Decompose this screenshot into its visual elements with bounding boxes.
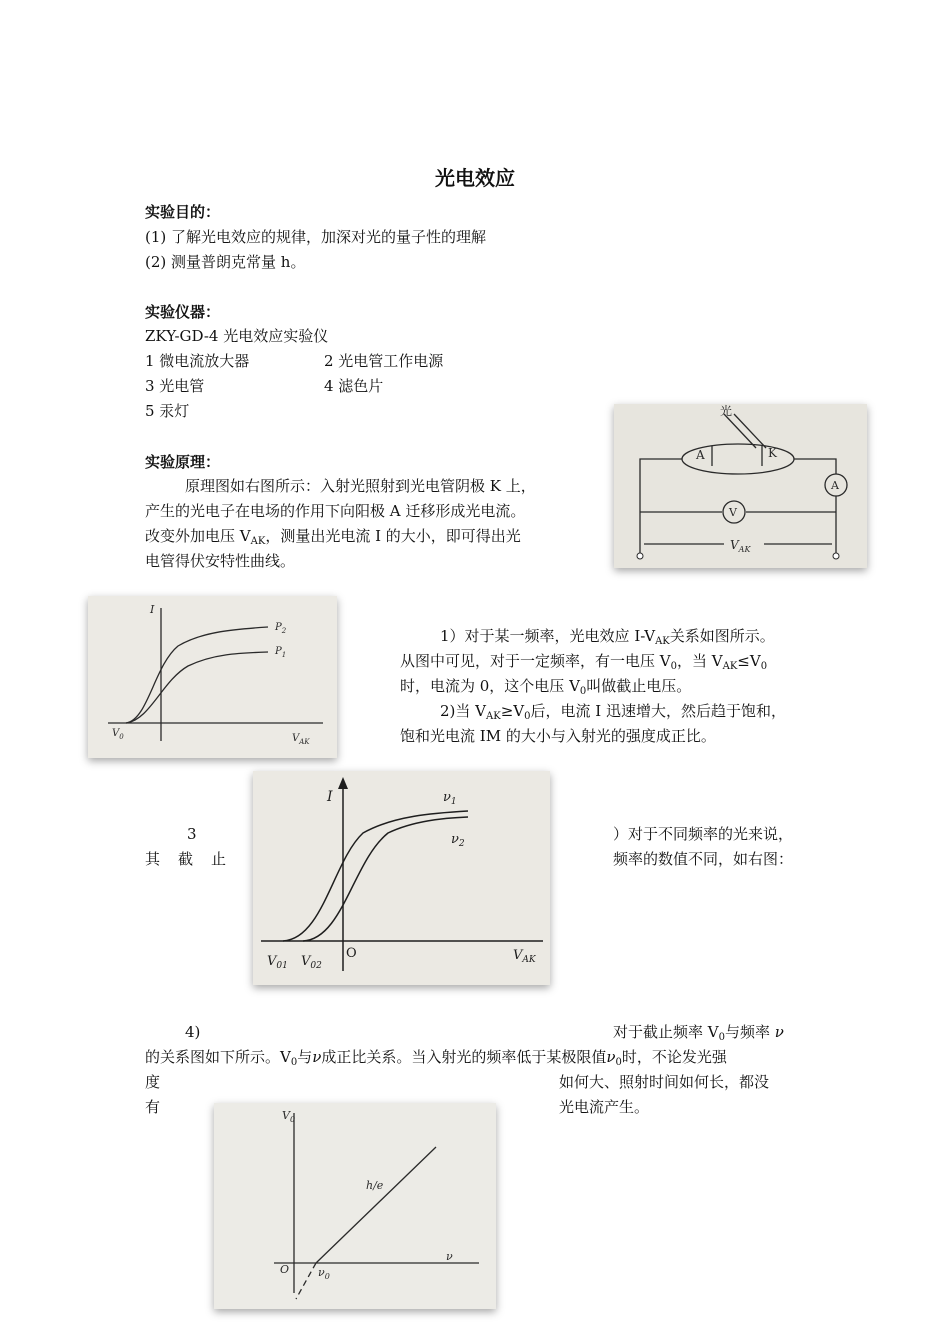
iv1-i-label: I — [150, 603, 155, 616]
purpose-item-2: (2) 测量普朗克常量 h。 — [145, 253, 306, 271]
principle-p1-line1: 原理图如右图所示：入射光照射到光电管阴极 K 上， — [185, 477, 536, 495]
v0nu-v0-label: $V_0$ — [282, 1109, 296, 1124]
principle-p2-line3: 时，电流为 0，这个电压 $V_0$叫做截止电压。 — [400, 677, 692, 697]
terminal-left — [637, 553, 643, 559]
anode-label: A — [696, 448, 705, 462]
iv2-v01-label: $V_{01}$ — [267, 954, 288, 971]
principle-p3-right-2: 频率的数值不同，如右图： — [613, 850, 794, 868]
apparatus-heading: 实验仪器： — [145, 303, 221, 321]
purpose-heading: 实验目的： — [145, 203, 221, 221]
v0-nu-svg — [214, 1103, 496, 1309]
apparatus-item-3: 3 光电管 — [145, 377, 205, 395]
principle-p4-line4-right: 光电流产生。 — [559, 1098, 650, 1116]
iv1-p2-label: $P_2$ — [275, 622, 287, 635]
principle-p4-line4-left: 有 — [145, 1098, 161, 1116]
v0-nu-figure — [214, 1103, 496, 1309]
principle-p2-line4: 2)当 $V_{AK}\ge V_0$后，电流 I 迅速增大，然后趋于饱和， — [440, 702, 786, 722]
iv1-curve-p2 — [126, 627, 268, 723]
iv2-i-label: I — [327, 789, 333, 805]
iv1-p1-label: $P_1$ — [275, 646, 287, 659]
principle-p3-number: 3 — [187, 825, 197, 843]
v0nu-origin-label: O — [280, 1263, 290, 1276]
iv1-v0-label: $V_0$ — [112, 728, 124, 741]
iv-curve-figure-1 — [88, 596, 337, 758]
voltmeter-label: V — [729, 506, 737, 519]
principle-p1-line3: 改变外加电压 $V_{AK}$，测量出光电流 I 的大小，即可得出光 — [145, 527, 521, 547]
iv1-curve-p1 — [126, 652, 268, 723]
apparatus-item-4: 4 滤色片 — [324, 377, 384, 395]
principle-p2-line1: 1）对于某一频率，光电效应 $I-V_{AK}$关系如图所示。 — [440, 627, 775, 647]
iv2-curve-nu1 — [283, 811, 468, 941]
principle-p4-line3-right: 如何大、照射时间如何长，都没 — [559, 1073, 770, 1091]
light-ray-2 — [734, 414, 766, 448]
iv2-curve-nu2 — [303, 817, 468, 941]
iv1-vak-label: $V_{AK}$ — [292, 733, 310, 746]
light-ray-1 — [724, 414, 756, 448]
apparatus-item-2: 2 光电管工作电源 — [324, 352, 444, 370]
iv2-v02-label: $V_{02}$ — [301, 954, 322, 971]
iv2-vak-label: $V_{AK}$ — [513, 948, 536, 965]
apparatus-model: ZKY-GD-4 光电效应实验仪 — [145, 327, 329, 345]
v0nu-nu-label: ν — [446, 1250, 453, 1263]
circuit-svg — [614, 404, 867, 568]
terminal-right — [833, 553, 839, 559]
principle-p1-line2: 产生的光电子在电场的作用下向阳极 A 迁移形成光电流。 — [145, 502, 526, 520]
iv2-y-arrow — [338, 777, 348, 789]
apparatus-item-5: 5 汞灯 — [145, 402, 190, 420]
cathode-label: K — [768, 446, 777, 460]
v0nu-dashed-extension — [296, 1263, 316, 1299]
purpose-item-1: (1) 了解光电效应的规律，加深对光的量子性的理解 — [145, 228, 487, 246]
circuit-wire-left — [640, 459, 682, 556]
principle-p4-line3-left: 度 — [145, 1073, 161, 1091]
principle-p4-line2: 的关系图如下所示。$V_0$与ν成正比关系。当入射光的频率低于某极限值$\nu_0$时，不论发光强 — [145, 1048, 727, 1068]
iv-curve-svg-1 — [88, 596, 337, 758]
vak-label: $V_{AK}$ — [730, 538, 751, 554]
circuit-diagram — [614, 404, 867, 568]
iv2-origin-label: O — [346, 946, 357, 961]
principle-p4-number: 4) — [185, 1023, 201, 1041]
principle-p3-left: 其截止 — [145, 850, 245, 868]
iv2-nu1-label: $\nu_1$ — [443, 790, 457, 807]
principle-p4-right-1: 对于截止频率 $V_0$与频率 ν — [613, 1023, 784, 1043]
iv-curve-svg-2 — [253, 771, 550, 985]
principle-heading: 实验原理： — [145, 453, 221, 471]
page-title: 光电效应 — [435, 166, 515, 190]
iv-curve-figure-2 — [253, 771, 550, 985]
v0nu-line — [316, 1147, 436, 1263]
iv2-nu2-label: $\nu_2$ — [451, 832, 465, 849]
light-label: 光 — [720, 404, 733, 418]
circuit-wire-right-top — [794, 459, 836, 474]
principle-p2-line5: 饱和光电流 IM 的大小与入射光的强度成正比。 — [400, 727, 716, 745]
principle-p1-line4: 电管得伏安特性曲线。 — [145, 552, 296, 570]
v0nu-nu0-label: $\nu_0$ — [318, 1266, 330, 1281]
principle-p2-line2: 从图中可见，对于一定频率，有一电压 $V_0$，当 $V_{AK}\le V_0$ — [400, 652, 768, 672]
v0nu-slope-label: h/e — [366, 1179, 384, 1192]
apparatus-item-1: 1 微电流放大器 — [145, 352, 250, 370]
ammeter-label: A — [831, 479, 839, 492]
principle-p3-right-1: ）对于不同频率的光来说， — [613, 825, 794, 843]
